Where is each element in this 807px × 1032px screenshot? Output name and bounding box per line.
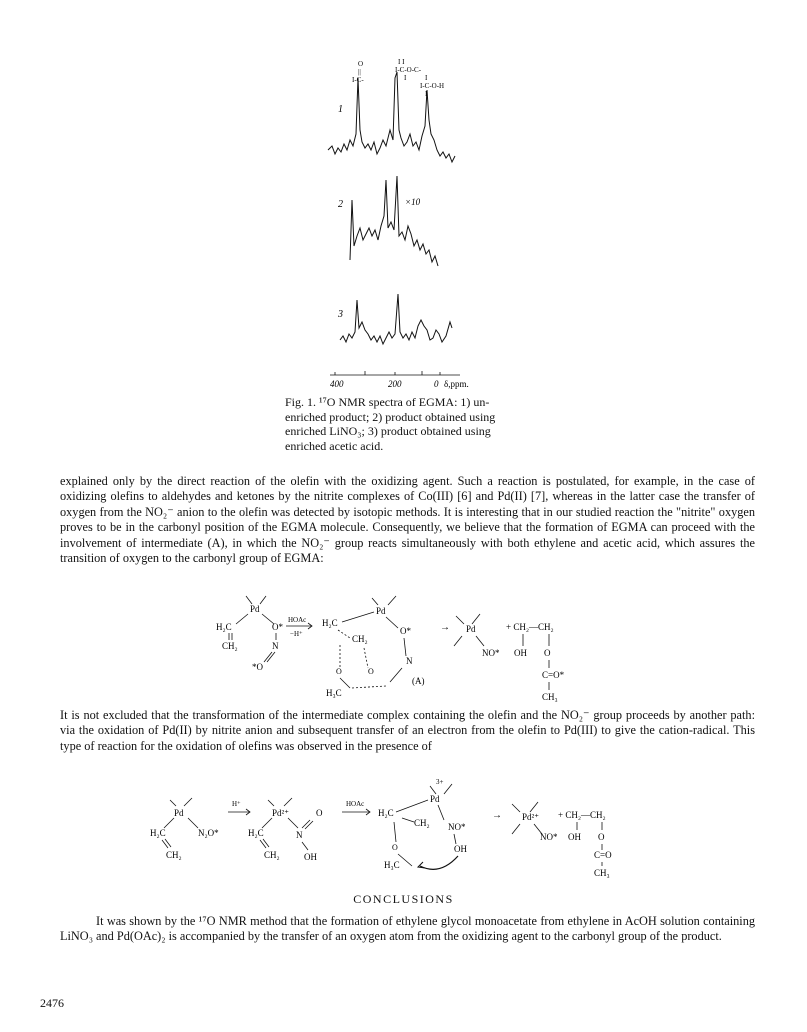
reaction-scheme-2 [140,778,660,878]
ostar-label-1: O* [272,622,283,632]
axis-tick-200: 200 [388,379,402,389]
axis-tick-0: 0 [434,379,439,389]
pd-label-4: Pd [174,808,184,818]
pd3-label: Pd [430,794,440,804]
h2c-label-5: H₂C [378,808,394,818]
h2c-label-3: H₂C [150,828,166,838]
svg-text:I-C-O-C-: I-C-O-C- [395,66,422,74]
hoac-label-1: HOAc [288,616,307,624]
svg-text:||: || [358,68,361,76]
o-label-5: O [316,808,323,818]
ostar-label-2: O* [400,626,411,636]
ch2-label-4: CH₂ [264,850,280,860]
nostar-label-1: NO* [482,648,500,658]
svg-text:I-C-: I-C- [352,76,364,84]
o-label-3: O [368,667,374,676]
ch3-label-1: CH₃ [542,692,558,702]
n-label-3: N [296,830,303,840]
svg-text:I: I [425,90,428,98]
hoac-label-2: HOAc [346,800,365,808]
amplification-label: ×10 [405,197,421,207]
h-plus-label: H⁺ [232,800,241,808]
ch2-label-1: CH₂ [222,641,238,651]
ch2-label-2: CH₂ [352,634,368,644]
nmr-spectra-figure [300,50,500,395]
body-paragraph-2: It is not excluded that the transformation of the intermediate complex containing the olefin and the NO₂⁻ group proceeds by another path: via the oxidation of Pd(II) by nitrite anion and subsequent transfer of an electron from the olefin to Pd(III) to give the cation-radical. This type of reaction for the oxidation of olefins was observed in the presence of [60,708,755,753]
o-label-6: O [392,843,398,852]
h2c-label-2: H₂C [322,618,338,628]
intermediate-a-label: (A) [412,676,425,686]
svg-text:I: I [404,74,407,82]
n-label-2: N [406,656,413,666]
oh-label-1: OH [514,648,527,658]
h3c-label-2: H₃C [384,860,400,870]
ceqo-label-1: C=O* [542,670,565,680]
pd-label-1: Pd [250,604,260,614]
staro-label-1: *O [252,662,263,672]
n-label-1: N [272,641,279,651]
nostar-label-3: NO* [540,832,558,842]
pd3-charge-label: 3+ [436,778,444,786]
alcohol-group-label: I [425,74,428,82]
axis-tick-400: 400 [330,379,344,389]
pd2-label: Pd²⁺ [272,808,289,818]
arrow-1: → [440,622,450,633]
carbonyl-group-label: O [358,60,364,68]
product-pd-label: Pd²⁺ [522,812,539,822]
ceqo-label-2: C=O [594,850,612,860]
conclusions-paragraph: It was shown by the ¹⁷O NMR method that the formation of ethylene glycol monoacetate from ethylene in AcOH solution containing LiNO₃ and Pd(OAc)₂ is accompanied by the transfer of an oxygen atom from the oxidizing agent to the carbonyl group of the product. [60,914,755,944]
caption-line-4: enriched acetic acid. [285,438,384,453]
o-label-7: O [598,832,605,842]
spectrum-2-trace [350,176,438,266]
ch3-label-2: CH₃ [594,868,610,878]
page-number: 2476 [40,996,64,1010]
body-paragraph-1: explained only by the direct reaction of the olefin with the oxidizing agent. Such a reaction is postulated, for example, in the case of oxidizing olefins to aldehydes and ketones by the nitrite complexes of Co(III) [6] and Pd(II) [7], whereas in the latter case the transfer of oxygen from the NO₂⁻ anion to the olefin was detected by isotopic methods. It is interesting that in our studied reaction the "nitrite" oxygen proves to be in the carbonyl position of the EGMA molecule. Consequently, we believe that the formation of EGMA can proceed with the involvement of intermediate (A), in which the NO₂⁻ group reacts simultaneously with both ethylene and acetic acid, which assures the transition of oxygen to the carbonyl group of EGMA: [60,474,755,566]
product-ch2-ch2-2: + CH₂—CH₂ [558,810,606,820]
product-ch2-ch2-1: + CH₂—CH₂ [506,622,554,632]
spectrum-3-trace [340,294,452,344]
spectrum-label-2: 2 [338,199,343,210]
caption-line-2: enriched product; 2) product obtained using [285,409,496,424]
ch2-label-3: CH₂ [166,850,182,860]
arrow-2: → [492,810,502,821]
nostar-label-2: NO* [448,822,466,832]
n2o-label: N₂O* [198,828,219,838]
spectrum-label-3: 3 [338,309,343,320]
pd-label-2: Pd [376,606,386,616]
o-label-2: O [336,667,342,676]
spectrum-label-1: 1 [338,104,343,115]
caption-line-1: Fig. 1. ¹⁷O NMR spectra of EGMA: 1) un- [285,395,490,409]
figure-caption [285,395,555,453]
axis-unit: δ,ppm. [444,379,469,389]
ether-group-label: I I [398,58,405,66]
ch2-label-5: CH₂ [414,818,430,828]
oh-label-4: OH [568,832,581,842]
oh-label-2: OH [304,852,317,862]
h2c-label-4: H₂C [248,828,264,838]
reaction-scheme-1 [200,590,600,705]
conclusions-heading: CONCLUSIONS [353,892,454,906]
svg-text:I-C-O-H: I-C-O-H [420,82,445,90]
h3c-label-1: H₃C [326,688,342,698]
o-label-4: O [544,648,551,658]
pd-label-3: Pd [466,624,476,634]
oh-label-3: OH [454,844,467,854]
h2c-label-1: H₂C [216,622,232,632]
caption-line-3: enriched LiNO₃; 3) product obtained using [285,424,491,439]
minus-h-label: −H⁺ [290,630,303,638]
